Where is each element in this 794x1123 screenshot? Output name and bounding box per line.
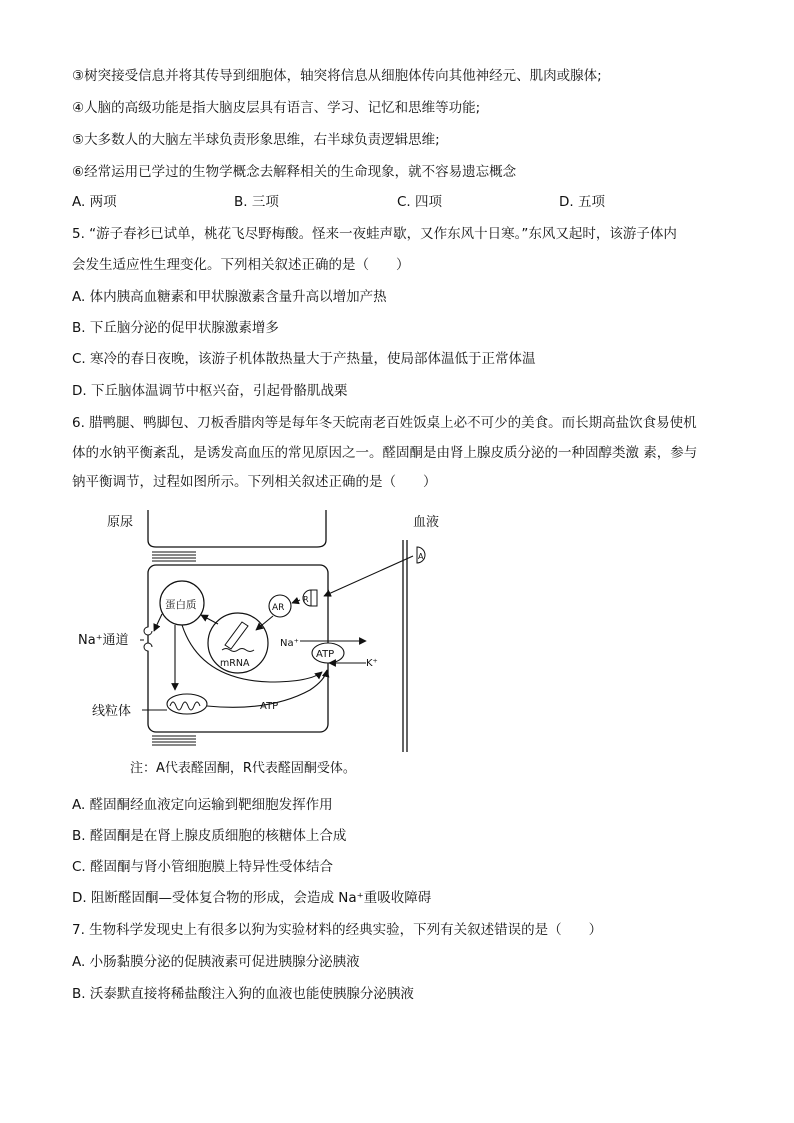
q5-option-a[interactable]: A. 体内胰高血糖素和甲状腺激素含量升高以增加产热 <box>72 289 387 305</box>
q5-stem-line1: 5. “游子春衫已试单，桃花飞尽野梅酸。怪来一夜蛙声歇，又作东风十日寒。”东风又起时，该游子体内 <box>72 226 677 242</box>
blood-label: 血液 <box>413 515 440 530</box>
q6-option-a[interactable]: A. 醛固酮经血液定向运输到靶细胞发挥作用 <box>72 797 333 813</box>
q5-option-c[interactable]: C. 寒冷的春日夜晚，该游子机体散热量大于产热量，使局部体温低于正常体温 <box>72 351 536 367</box>
q6-option-c[interactable]: C. 醛固酮与肾小管细胞膜上特异性受体结合 <box>72 859 334 875</box>
mrna-label: mRNA <box>220 658 250 669</box>
q4-option-d[interactable]: D. 五项 <box>559 194 605 210</box>
q5-stem-line2: 会发生适应性生理变化。下列相关叙述正确的是（ ） <box>72 257 410 273</box>
aldosterone-diagram <box>70 500 470 790</box>
q7-stem: 7. 生物科学发现史上有很多以狗为实验材料的经典实验，下列有关叙述错误的是（ ） <box>72 922 603 938</box>
q7-option-a[interactable]: A. 小肠黏膜分泌的促胰液素可促进胰腺分泌胰液 <box>72 954 360 970</box>
q4-option-a[interactable]: A. 两项 <box>72 194 117 210</box>
urine-label: 原尿 <box>107 515 134 530</box>
statement-5: ⑤大多数人的大脑左半球负责形象思维，右半球负责逻辑思维; <box>72 132 440 148</box>
q5-option-b[interactable]: B. 下丘脑分泌的促甲状腺激素增多 <box>72 320 279 336</box>
q6-option-b[interactable]: B. 醛固酮是在肾上腺皮质细胞的核糖体上合成 <box>72 828 347 844</box>
r-label: R <box>303 595 309 604</box>
q6-stem-line3: 钠平衡调节，过程如图所示。下列相关叙述正确的是（ ） <box>72 474 437 490</box>
tight-junction-top <box>152 552 196 561</box>
tubule-lumen-wall <box>148 510 326 547</box>
k-plus-label: K⁺ <box>366 658 378 669</box>
q4-option-c[interactable]: C. 四项 <box>397 194 443 210</box>
a-label: A <box>418 552 424 561</box>
mitochondria-label: 线粒体 <box>92 704 132 719</box>
q6-stem-line1: 6. 腊鸭腿、鸭脚包、刀板香腊肉等是每年冬天皖南老百姓饭桌上必不可少的美食。而长期高盐饮食易使机 <box>72 415 697 431</box>
tight-junction-bottom <box>152 736 196 745</box>
statement-4: ④人脑的高级功能是指大脑皮层具有语言、学习、记忆和思维等功能; <box>72 100 481 116</box>
q6-option-d[interactable]: D. 阻断醛固酮—受体复合物的形成，会造成 Na⁺重吸收障碍 <box>72 890 432 906</box>
na-plus-label: Na⁺ <box>280 638 299 649</box>
protein-label: 蛋白质 <box>165 599 197 611</box>
q5-option-d[interactable]: D. 下丘脑体温调节中枢兴奋，引起骨骼肌战栗 <box>72 383 348 399</box>
atp-pump-label: ATP <box>316 649 335 660</box>
figure-note: 注：A代表醛固酮，R代表醛固酮受体。 <box>130 761 356 776</box>
statement-6: ⑥经常运用已学过的生物学概念去解释相关的生命现象，就不容易遗忘概念 <box>72 164 517 180</box>
ar-label: AR <box>272 603 285 613</box>
q6-stem-line2: 体的水钠平衡紊乱，是诱发高血压的常见原因之一。醛固酮是由肾上腺皮质分泌的一种固醇类激 素，参与 <box>72 445 698 461</box>
q7-option-b[interactable]: B. 沃泰默直接将稀盐酸注入狗的血液也能使胰腺分泌胰液 <box>72 986 414 1002</box>
q4-option-b[interactable]: B. 三项 <box>234 194 279 210</box>
na-channel-label: Na⁺通道 <box>78 633 129 648</box>
atp-arrow-label: ATP <box>260 701 279 712</box>
statement-3: ③树突接受信息并将其传导到细胞体，轴突将信息从细胞体传向其他神经元、肌肉或腺体; <box>72 68 602 84</box>
